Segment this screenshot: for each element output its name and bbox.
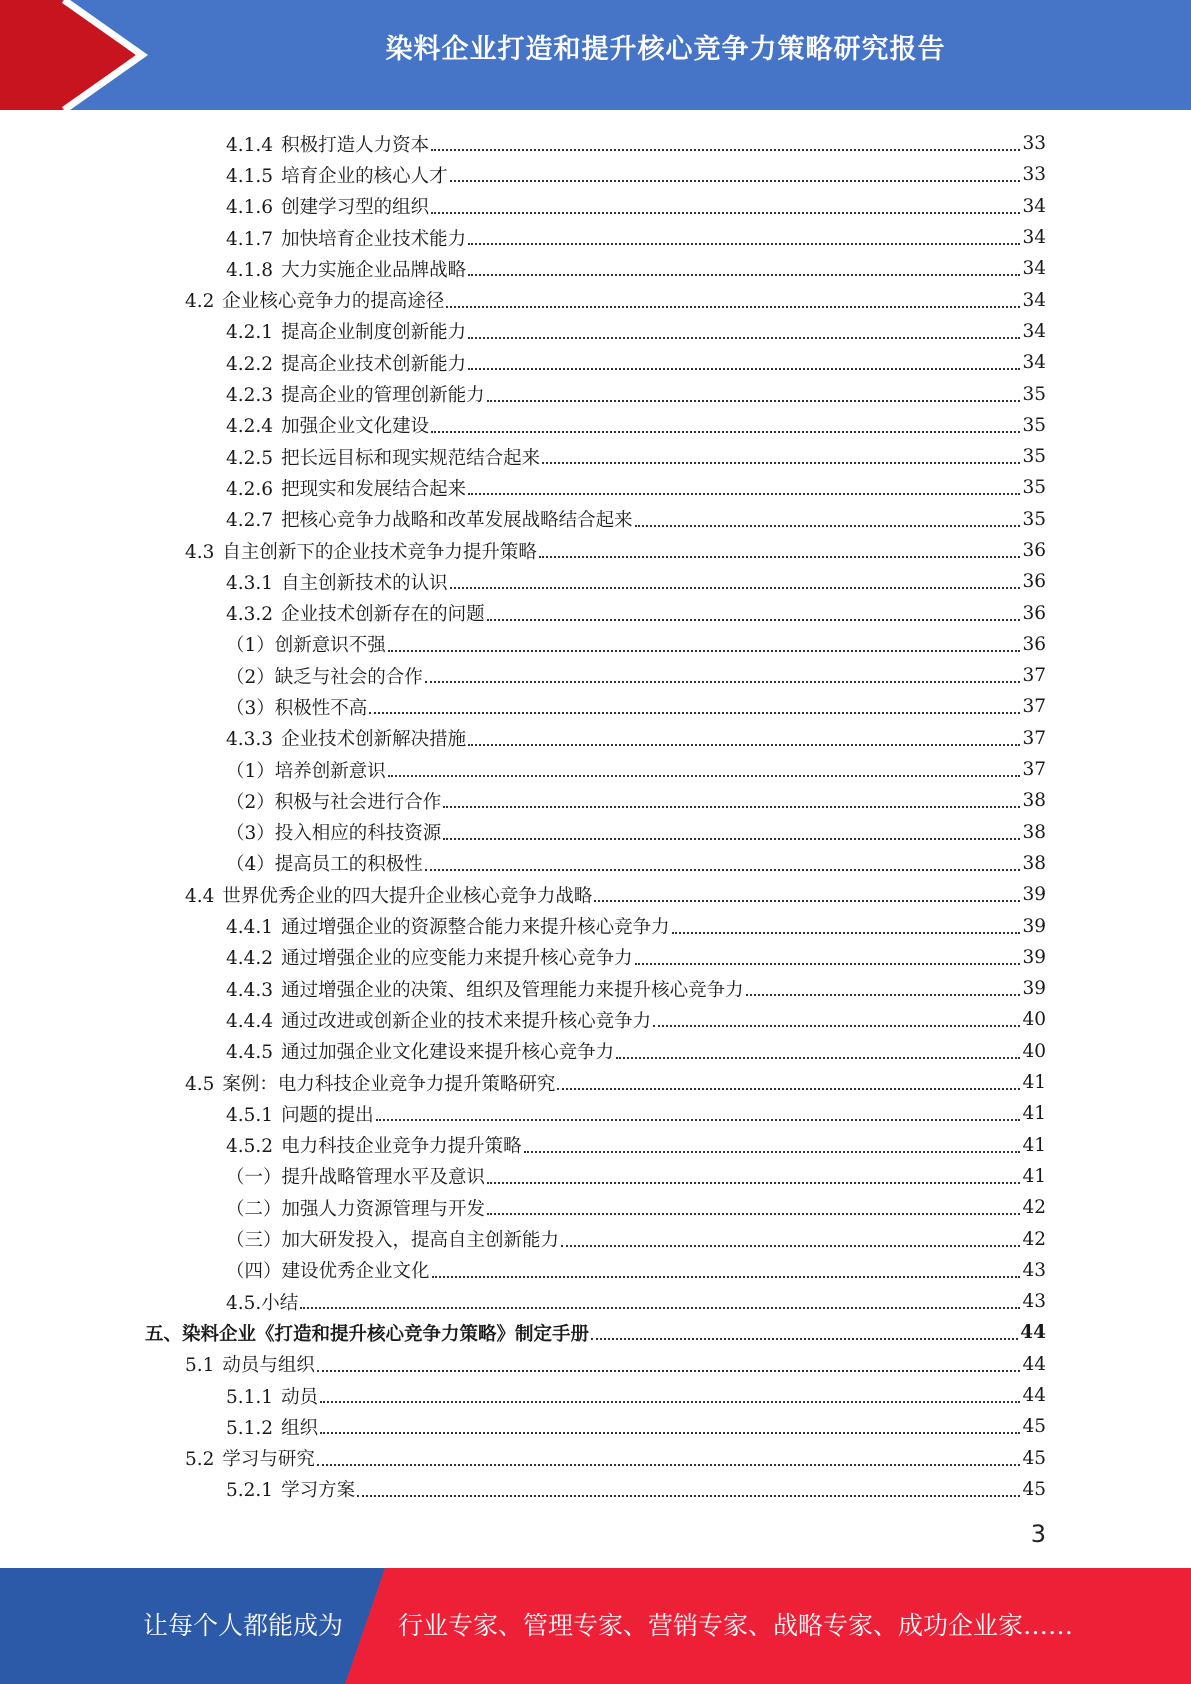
toc-entry-text: 大力实施企业品牌战略 (281, 259, 467, 281)
toc-entry-page: 44 (1020, 1322, 1046, 1344)
toc-dot-leader (300, 1306, 1020, 1309)
toc-entry-text: 加强企业文化建设 (281, 416, 430, 438)
toc-entry-text: 案例：电力科技企业竞争力提升策略研究 (222, 1073, 556, 1095)
toc-entry-page: 45 (1022, 1447, 1046, 1469)
toc-entry-text: （四）建设优秀企业文化 (226, 1261, 430, 1283)
toc-entry-label (226, 444, 540, 470)
toc-entry-text: 加快培育企业技术能力 (281, 228, 467, 250)
toc-entry-label (226, 569, 448, 595)
toc-entry[interactable] (0, 159, 1191, 190)
toc-dot-leader (616, 1056, 1020, 1059)
toc-entry-label (185, 1070, 555, 1096)
toc-entry-label (226, 381, 485, 407)
toc-dot-leader (487, 399, 1021, 402)
toc-entry-number: 4.1.4 (226, 134, 274, 156)
toc-entry[interactable] (0, 848, 1191, 879)
toc-entry-label (185, 287, 444, 313)
toc-entry-number: 4.2.1 (226, 322, 274, 344)
toc-entry-page: 35 (1022, 446, 1046, 468)
toc-entry-label (226, 944, 633, 970)
toc-entry[interactable] (0, 879, 1191, 910)
toc-dot-leader (431, 430, 1020, 433)
toc-entry-label (185, 882, 592, 908)
toc-dot-leader (487, 1212, 1020, 1215)
toc-entry[interactable] (0, 378, 1191, 409)
toc-dot-leader (635, 962, 1021, 965)
toc-entry-page: 45 (1022, 1416, 1046, 1438)
toc-entry[interactable] (0, 1411, 1191, 1442)
toc-entry-text: 创建学习型的组织 (281, 197, 430, 219)
toc-entry-page: 38 (1022, 852, 1046, 874)
toc-entry-text: 电力科技企业竞争力提升策略 (281, 1136, 522, 1158)
toc-entry-label (226, 1101, 374, 1127)
toc-entry-number: 4.1.6 (226, 197, 274, 219)
toc-entry-number: 4.4.3 (226, 979, 274, 1001)
toc-entry[interactable] (0, 973, 1191, 1004)
toc-entry-text: 提高企业技术创新能力 (281, 353, 467, 375)
toc-dot-leader (446, 305, 1020, 308)
toc-dot-leader (539, 555, 1021, 558)
toc-entry[interactable] (0, 1442, 1191, 1473)
toc-entry-page: 41 (1022, 1134, 1046, 1156)
toc-entry-page: 34 (1022, 352, 1046, 374)
toc-entry-text: 通过增强企业的决策、组织及管理能力来提升核心竞争力 (281, 979, 744, 1001)
toc-entry-page: 37 (1022, 696, 1046, 718)
toc-entry[interactable] (0, 347, 1191, 378)
toc-entry-label (226, 162, 448, 188)
toc-entry-page: 39 (1022, 915, 1046, 937)
toc-entry-number: 4.1.8 (226, 259, 274, 281)
toc-entry[interactable] (0, 1223, 1191, 1254)
document-title: 染料企业打造和提升核心竞争力策略研究报告 (385, 34, 946, 65)
toc-entry-text: （2）缺乏与社会的合作 (226, 666, 423, 688)
toc-entry-label (226, 475, 466, 501)
toc-entry-label (185, 1351, 315, 1377)
toc-entry[interactable] (0, 472, 1191, 503)
toc-entry-number: 4.3.3 (226, 729, 274, 751)
toc-entry-text: （1）培养创新意识 (226, 760, 386, 782)
toc-entry-text: 把长远目标和现实规范结合起来 (281, 447, 541, 469)
toc-dot-leader (317, 1369, 1021, 1372)
toc-dot-leader (468, 273, 1020, 276)
toc-entry-page: 35 (1022, 383, 1046, 405)
toc-entry-page: 36 (1022, 540, 1046, 561)
toc-entry-number: 4.1.5 (226, 165, 274, 187)
toc-entry-text: 把现实和发展结合起来 (281, 478, 467, 500)
toc-entry-text: 世界优秀企业的四大提升企业核心竞争力战略 (222, 885, 593, 907)
toc-entry-text: （3）投入相应的科技资源 (226, 823, 442, 845)
toc-dot-leader (388, 774, 1021, 777)
toc-entry[interactable] (0, 1161, 1191, 1192)
toc-entry-label (226, 1383, 318, 1409)
toc-entry[interactable] (0, 222, 1191, 253)
toc-dot-leader (557, 1087, 1020, 1090)
toc-entry-page: 41 (1022, 1165, 1046, 1187)
toc-entry-text: 培育企业的核心人才 (281, 165, 448, 187)
toc-entry-label (226, 1226, 559, 1252)
toc-entry-label (226, 1257, 430, 1283)
toc-entry-text: （三）加大研发投入，提高自主创新能力 (226, 1230, 560, 1252)
toc-entry-label (226, 631, 386, 657)
toc-entry-label (226, 412, 429, 438)
toc-entry-text: 提高企业制度创新能力 (281, 322, 467, 344)
toc-entry-page: 35 (1022, 477, 1046, 499)
toc-entry-label (226, 131, 429, 157)
toc-entry-page: 37 (1022, 759, 1046, 781)
toc-entry-label (226, 757, 386, 783)
table-of-contents (0, 128, 1191, 1505)
toc-dot-leader (746, 993, 1021, 996)
toc-entry-page: 35 (1022, 508, 1046, 530)
toc-entry-number: 4.1.7 (226, 228, 274, 250)
toc-dot-leader (317, 1463, 1021, 1466)
toc-entry[interactable] (0, 723, 1191, 754)
toc-entry-text: 五、染料企业《打造和提升核心竞争力策略》制定手册 (145, 1323, 590, 1345)
toc-dot-leader (468, 743, 1020, 746)
toc-entry-label (226, 1289, 298, 1315)
toc-entry[interactable] (0, 1067, 1191, 1098)
toc-entry-page: 42 (1022, 1228, 1046, 1250)
toc-entry-text: 企业核心竞争力的提高途径 (222, 291, 445, 313)
toc-entry-text: 通过增强企业的应变能力来提升核心竞争力 (281, 948, 633, 970)
toc-dot-leader (320, 1431, 1020, 1434)
toc-entry[interactable] (0, 1317, 1191, 1348)
toc-entry-text: 通过改进或创新企业的技术来提升核心竞争力 (281, 1010, 652, 1032)
toc-entry-number: 4.4.5 (226, 1042, 274, 1064)
toc-entry-text: 把核心竞争力战略和改革发展战略结合起来 (281, 510, 633, 532)
toc-entry-number: 5.1.2 (226, 1417, 274, 1439)
toc-entry-label (226, 1163, 485, 1189)
toc-entry-text: 积极打造人力资本 (281, 134, 430, 156)
toc-entry-page: 34 (1022, 227, 1046, 249)
toc-entry-number: 4.4.2 (226, 948, 274, 970)
toc-entry-page: 44 (1022, 1353, 1046, 1375)
toc-entry-page: 33 (1022, 164, 1046, 186)
toc-entry-label (226, 1195, 485, 1221)
toc-entry-number: 5.2.1 (226, 1480, 274, 1502)
toc-entry[interactable] (0, 504, 1191, 535)
footer-slogan-right: 行业专家、管理专家、营销专家、战略专家、成功企业家…… (398, 1611, 1074, 1640)
toc-entry[interactable] (0, 910, 1191, 941)
toc-entry-text: 问题的提出 (281, 1104, 374, 1126)
toc-entry-label (226, 1414, 318, 1440)
toc-entry-number: 4.2.3 (226, 385, 274, 407)
toc-entry[interactable] (0, 128, 1191, 159)
toc-entry[interactable] (0, 597, 1191, 628)
toc-entry-label (226, 976, 744, 1002)
toc-entry-page: 37 (1022, 727, 1046, 749)
toc-entry-number: 5.2 (185, 1449, 215, 1471)
toc-dot-leader (468, 367, 1020, 370)
toc-entry-text: 通过增强企业的资源整合能力来提升核心竞争力 (281, 917, 670, 939)
toc-dot-leader (450, 586, 1021, 589)
toc-entry-label (185, 1445, 315, 1471)
toc-entry-label (226, 506, 633, 532)
toc-entry-number: 4.4.4 (226, 1010, 274, 1032)
toc-entry-number: 5.1 (185, 1355, 215, 1377)
toc-entry-text: （一）提升战略管理水平及意识 (226, 1167, 486, 1189)
toc-entry[interactable] (0, 441, 1191, 472)
toc-entry-label (226, 725, 466, 751)
toc-entry-number: 4.3.2 (226, 604, 274, 626)
footer-slogan-left: 让每个人都能成为 (143, 1611, 344, 1640)
toc-dot-leader (388, 649, 1021, 652)
toc-entry-label (226, 1132, 522, 1158)
toc-entry-page: 42 (1022, 1197, 1046, 1219)
toc-entry-number: 4.4 (185, 885, 215, 907)
toc-entry[interactable] (0, 1098, 1191, 1129)
toc-entry-label (226, 318, 466, 344)
toc-entry-text: 学习与研究 (222, 1449, 315, 1471)
toc-entry[interactable] (0, 1036, 1191, 1067)
toc-entry-label (226, 225, 466, 251)
toc-entry[interactable] (0, 410, 1191, 441)
toc-dot-leader (432, 1275, 1021, 1278)
toc-dot-leader (487, 618, 1021, 621)
toc-entry-number: 4.2.5 (226, 447, 274, 469)
toc-dot-leader (542, 461, 1020, 464)
toc-dot-leader (425, 868, 1021, 871)
page-header (0, 0, 1191, 110)
toc-entry-page: 41 (1022, 1103, 1046, 1125)
toc-entry-number: 4.5.1 (226, 1104, 274, 1126)
toc-entry[interactable] (0, 566, 1191, 597)
toc-dot-leader (524, 1150, 1021, 1153)
toc-entry-text: （二）加强人力资源管理与开发 (226, 1198, 486, 1220)
toc-entry[interactable] (0, 691, 1191, 722)
toc-entry-label (226, 600, 485, 626)
toc-entry-label (226, 193, 429, 219)
toc-entry-text: 组织 (281, 1417, 319, 1439)
toc-entry-number: 4.2 (185, 291, 215, 313)
toc-entry[interactable] (0, 284, 1191, 315)
toc-dot-leader (376, 1118, 1021, 1121)
toc-entry-text: （1）创新意识不强 (226, 635, 386, 657)
toc-entry[interactable] (0, 660, 1191, 691)
toc-entry-page: 38 (1022, 790, 1046, 812)
toc-entry-label (226, 850, 423, 876)
toc-entry-number: 4.4.1 (226, 917, 274, 939)
toc-dot-leader (635, 524, 1021, 527)
toc-entry-page: 36 (1022, 633, 1046, 655)
toc-dot-leader (425, 680, 1021, 683)
toc-entry-text: 提高企业的管理创新能力 (281, 385, 485, 407)
toc-entry-text: 学习方案 (281, 1480, 356, 1502)
toc-entry[interactable] (0, 1286, 1191, 1317)
toc-entry[interactable] (0, 629, 1191, 660)
toc-entry-label (226, 694, 367, 720)
toc-entry[interactable] (0, 191, 1191, 222)
toc-entry-page: 39 (1022, 884, 1046, 906)
toc-dot-leader (653, 1024, 1020, 1027)
toc-entry-page: 40 (1022, 1040, 1046, 1062)
toc-entry-text: 自主创新技术的认识 (281, 572, 448, 594)
toc-entry[interactable] (0, 1255, 1191, 1286)
toc-entry-page: 35 (1022, 414, 1046, 436)
toc-entry-page: 37 (1022, 665, 1046, 687)
toc-dot-leader (468, 492, 1020, 495)
toc-entry-number: 4.2.7 (226, 510, 274, 532)
toc-entry[interactable] (0, 1192, 1191, 1223)
toc-entry[interactable] (0, 1474, 1191, 1505)
toc-entry[interactable] (0, 1349, 1191, 1380)
toc-entry-page: 45 (1022, 1478, 1046, 1500)
toc-entry-page: 43 (1022, 1291, 1046, 1313)
toc-entry-label (226, 1038, 614, 1064)
toc-entry-page: 33 (1022, 133, 1046, 155)
toc-dot-leader (357, 1494, 1020, 1497)
toc-entry-text: （2）积极与社会进行合作 (226, 791, 442, 813)
toc-entry-label (226, 663, 423, 689)
page-number: 3 (1030, 1520, 1046, 1548)
toc-entry-text: （3）积极性不高 (226, 697, 368, 719)
toc-entry-page: 34 (1022, 195, 1046, 217)
toc-entry-page: 34 (1022, 258, 1046, 280)
toc-entry-text: 动员与组织 (222, 1355, 315, 1377)
toc-entry-page: 39 (1022, 946, 1046, 968)
toc-entry-page: 41 (1022, 1072, 1046, 1094)
toc-entry[interactable] (0, 754, 1191, 785)
toc-entry-label (226, 1007, 651, 1033)
toc-entry[interactable] (0, 817, 1191, 848)
toc-dot-leader (431, 148, 1020, 151)
toc-entry[interactable] (0, 1004, 1191, 1035)
toc-entry-page: 39 (1022, 978, 1046, 1000)
toc-entry-text: 通过加强企业文化建设来提升核心竞争力 (281, 1042, 615, 1064)
toc-entry-text: 企业技术创新存在的问题 (281, 604, 485, 626)
toc-dot-leader (468, 336, 1020, 339)
toc-entry-page: 34 (1022, 320, 1046, 342)
toc-entry-number: 5.1.1 (226, 1386, 274, 1408)
toc-entry-text: （4）提高员工的积极性 (226, 854, 423, 876)
toc-entry[interactable] (0, 785, 1191, 816)
toc-entry-text: 4.5.小结 (226, 1292, 299, 1314)
toc-dot-leader (443, 805, 1020, 808)
toc-dot-leader (320, 1400, 1020, 1403)
toc-entry-label (185, 538, 537, 564)
toc-dot-leader (369, 711, 1020, 714)
toc-entry[interactable] (0, 253, 1191, 284)
toc-dot-leader (431, 211, 1020, 214)
toc-entry[interactable] (0, 1380, 1191, 1411)
toc-entry-page: 34 (1022, 289, 1046, 311)
toc-dot-leader (468, 242, 1020, 245)
toc-entry-label (226, 1476, 355, 1502)
toc-entry-page: 36 (1022, 571, 1046, 593)
toc-dot-leader (672, 931, 1021, 934)
toc-entry-number: 4.3.1 (226, 572, 274, 594)
toc-entry-page: 36 (1022, 602, 1046, 624)
toc-entry-label (226, 788, 441, 814)
toc-entry-number: 4.2.2 (226, 353, 274, 375)
toc-entry[interactable] (0, 316, 1191, 347)
toc-dot-leader (591, 1337, 1018, 1340)
toc-dot-leader (594, 899, 1020, 902)
toc-entry-number: 4.2.6 (226, 478, 274, 500)
toc-entry-number: 4.5 (185, 1073, 215, 1095)
toc-entry-label (226, 350, 466, 376)
toc-entry-label (145, 1320, 589, 1346)
toc-dot-leader (487, 1181, 1020, 1184)
toc-entry-page: 38 (1022, 821, 1046, 843)
toc-entry-number: 4.2.4 (226, 416, 274, 438)
toc-entry-label (226, 819, 441, 845)
toc-entry-label (226, 256, 466, 282)
toc-entry-text: 企业技术创新解决措施 (281, 729, 467, 751)
toc-entry-number: 4.3 (185, 541, 215, 563)
toc-entry-page: 43 (1022, 1259, 1046, 1281)
toc-dot-leader (561, 1244, 1020, 1247)
toc-dot-leader (443, 837, 1020, 840)
toc-entry[interactable] (0, 1130, 1191, 1161)
page-footer (0, 1568, 1191, 1684)
toc-dot-leader (450, 179, 1021, 182)
toc-entry-page: 40 (1022, 1009, 1046, 1031)
toc-entry-text: 自主创新下的企业技术竞争力提升策略 (222, 541, 537, 563)
toc-entry-number: 4.5.2 (226, 1136, 274, 1158)
toc-entry-text: 动员 (281, 1386, 319, 1408)
toc-entry-page: 44 (1022, 1385, 1046, 1407)
toc-entry-label (226, 913, 670, 939)
toc-entry[interactable] (0, 535, 1191, 566)
toc-entry[interactable] (0, 942, 1191, 973)
